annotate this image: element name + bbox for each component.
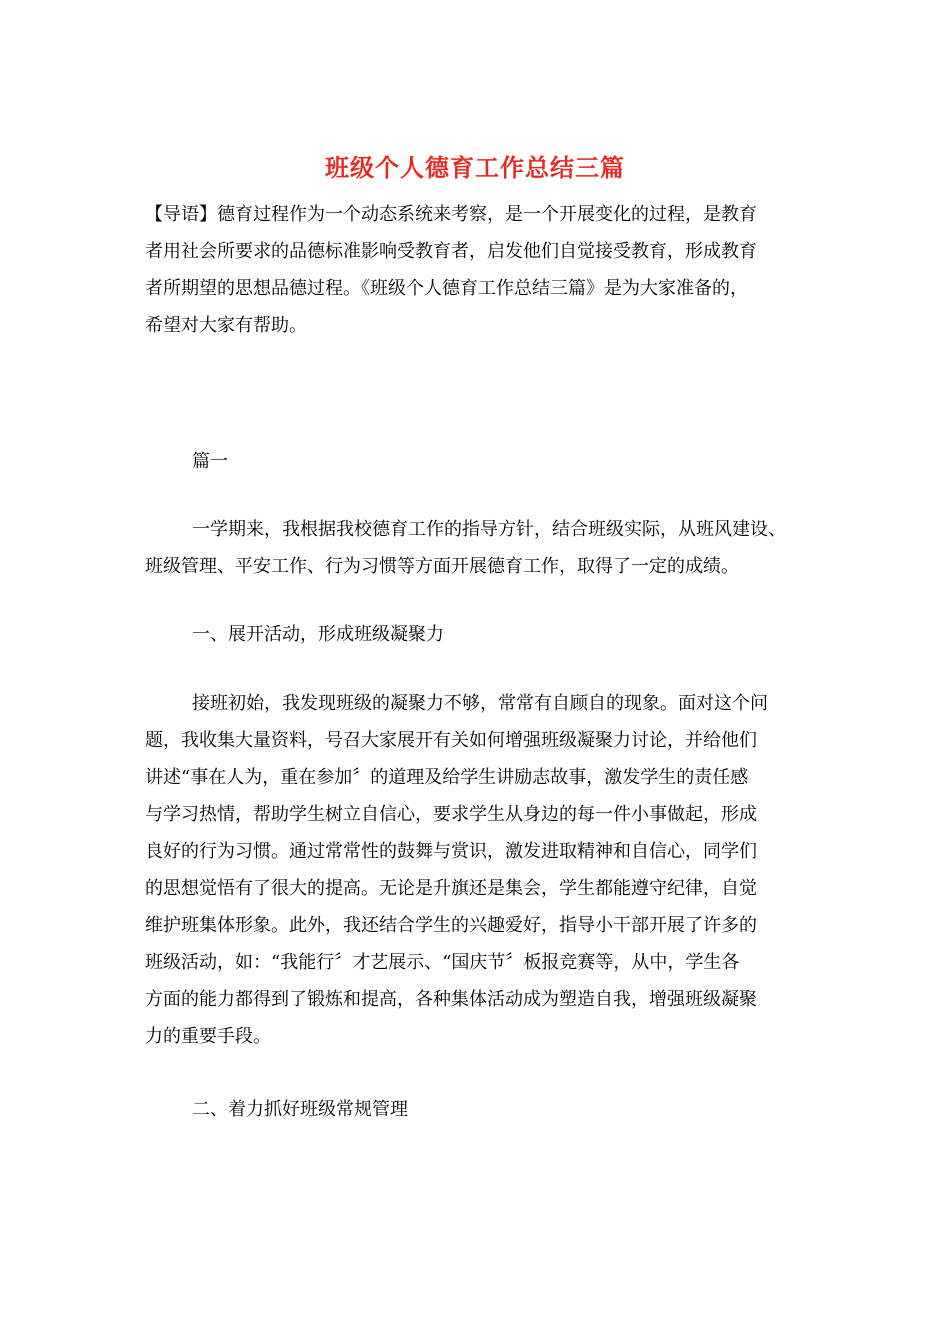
paragraph-2 <box>145 685 865 1055</box>
intro-line: 希望对大家有帮助。 <box>145 315 307 336</box>
paragraph-line: 讲述“事在人为，重在参加〞的道理及给学生讲励志故事，激发学生的责任感 <box>145 767 749 788</box>
heading-2: 二、着力抓好班级常规管理 <box>192 1099 408 1120</box>
paragraph-line: 接班初始，我发现班级的凝聚力不够，常常有自顾自的现象。面对这个问 <box>192 693 768 714</box>
intro-line: 者所期望的思想品德过程。《班级个人德育工作总结三篇》是为大家准备的， <box>145 278 748 299</box>
paragraph-line: 的思想觉悟有了很大的提高。无论是升旗还是集会，学生都能遵守纪律，自觉 <box>145 878 757 899</box>
paragraph-line: 良好的行为习惯。通过常常性的鼓舞与赏识，激发进取精神和自信心，同学们 <box>145 841 757 862</box>
intro-line: 者用社会所要求的品德标准影响受教育者，启发他们自觉接受教育，形成教育 <box>145 241 757 262</box>
paragraph-line: 班级活动，如：“我能行〞才艺展示、“国庆节〞板报竞赛等，从中，学生各 <box>145 952 740 973</box>
heading-1: 一、展开活动，形成班级凝聚力 <box>192 624 444 645</box>
paragraph-line: 维护班集体形象。此外，我还结合学生的兴趣爱好，指导小干部开展了许多的 <box>145 915 757 936</box>
paragraph-line: 班级管理、平安工作、行为习惯等方面开展德育工作，取得了一定的成绩。 <box>145 556 739 577</box>
paragraph-line: 方面的能力都得到了锻炼和提高，各种集体活动成为塑造自我，增强班级凝聚 <box>145 989 757 1010</box>
paragraph-line: 力的重要手段。 <box>145 1026 271 1047</box>
section-label: 篇一 <box>192 451 228 472</box>
paragraph-line: 一学期来，我根据我校德育工作的指导方针，结合班级实际，从班风建设、 <box>192 519 786 540</box>
intro-paragraph <box>145 196 845 344</box>
paragraph-1 <box>145 511 865 585</box>
intro-line: 【导语】德育过程作为一个动态系统来考察，是一个开展变化的过程，是教育 <box>145 204 757 225</box>
paragraph-line: 题，我收集大量资料，号召大家展开有关如何增强班级凝聚力讨论，并给他们 <box>145 730 757 751</box>
paragraph-line: 与学习热情，帮助学生树立自信心，要求学生从身边的每一件小事做起，形成 <box>145 804 757 825</box>
document-title: 班级个人德育工作总结三篇 <box>325 153 625 182</box>
